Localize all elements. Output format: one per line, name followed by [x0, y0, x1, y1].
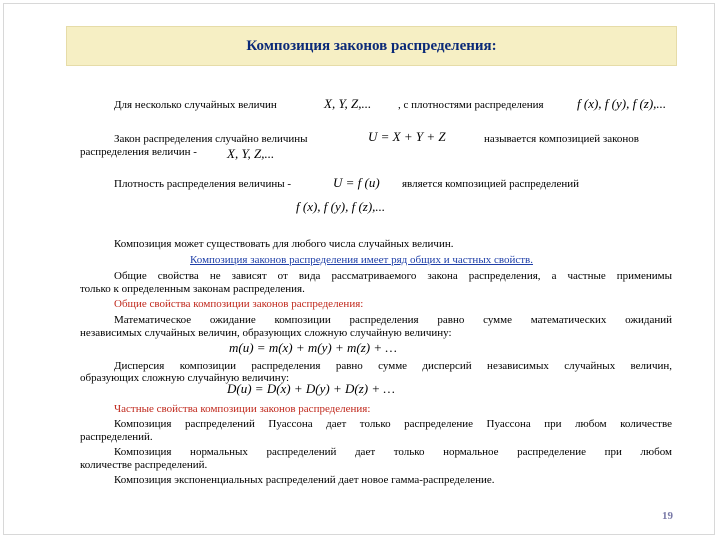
- page-number: 19: [662, 510, 673, 522]
- line1-middle: , с плотностями распределения: [398, 99, 544, 111]
- general-props-line1: Общие свойства не зависят от вида рассматриваемого закона распределения, а частные применимы: [114, 270, 672, 282]
- slide-title: Композиция законов распределения:: [246, 37, 497, 54]
- line2-vars: X, Y, Z,...: [227, 146, 275, 161]
- line2-continuation: распределения величин -: [80, 146, 197, 158]
- line1-densities: f (x), f (y), f (z),...: [577, 96, 667, 111]
- line3-formula: U = f (u): [333, 175, 380, 190]
- poisson-line2: распределений.: [80, 431, 153, 443]
- general-props-line2: только к определенным законам распределения.: [80, 283, 305, 295]
- title-band: [66, 26, 677, 66]
- line2-prefix: Закон распределения случайно величины: [114, 133, 308, 145]
- line1-vars: X, Y, Z,...: [324, 96, 372, 111]
- exponential-line: Композиция экспоненциальных распределений дает новое гамма-распределение.: [114, 474, 495, 486]
- line3-densities: f (x), f (y), f (z),...: [296, 199, 386, 214]
- variance-line2: образующих сложную случайную величину:: [80, 372, 290, 384]
- normal-line1: Композиция нормальных распределений дает только нормальное распределение при любом: [114, 446, 672, 458]
- line3-suffix: является композицией распределений: [402, 178, 580, 190]
- line3-prefix: Плотность распределения величины -: [114, 178, 292, 190]
- variance-formula: D(u) = D(x) + D(y) + D(z) + …: [227, 381, 395, 396]
- normal-line2: количестве распределений.: [80, 459, 208, 471]
- variance-line1: Дисперсия композиции распределения равно сумме дисперсий независимых случайных величин,: [114, 360, 672, 372]
- line1-prefix: Для несколько случайных величин: [114, 99, 277, 111]
- line2-formula: U = X + Y + Z: [368, 129, 446, 144]
- properties-link[interactable]: Композиция законов распределения имеет ряд общих и частных свойств.: [190, 254, 533, 266]
- line2-suffix: называется композицией законов: [484, 133, 639, 145]
- paragraph-composition: Композиция может существовать для любого числа случайных величин.: [114, 238, 454, 250]
- mean-line2: независимых случайных величин, образующих сложную случайную величину:: [80, 327, 452, 339]
- special-props-heading: Частные свойства композиции законов распределения:: [114, 403, 371, 415]
- poisson-line1: Композиция распределений Пуассона дает только распределение Пуассона при любом количестве: [114, 418, 672, 430]
- general-props-heading: Общие свойства композиции законов распределения:: [114, 298, 364, 310]
- mean-line1: Математическое ожидание композиции распределения равно сумме математических ожиданий: [114, 314, 672, 326]
- mean-formula: m(u) = m(x) + m(y) + m(z) + …: [229, 340, 397, 355]
